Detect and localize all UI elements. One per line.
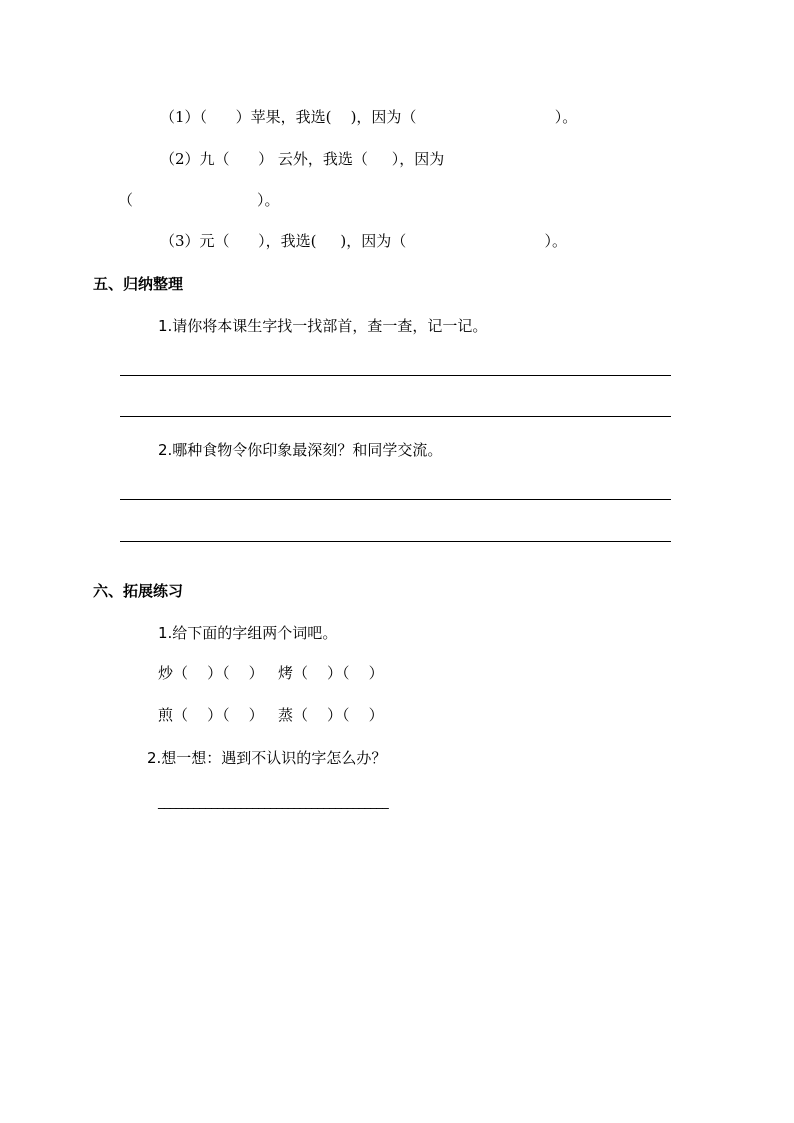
question-fill-jiu-reason: （ ）。 bbox=[118, 191, 280, 209]
section-heading-extension: 六、拓展练习 bbox=[93, 582, 184, 600]
question-unknown-chars: 2.想一想：遇到不认识的字怎么办？ bbox=[147, 749, 387, 767]
word-group-row: 炒（ ）（ ） 烤（ ）（ ） bbox=[158, 664, 384, 682]
question-word-groups: 1.给下面的字组两个词吧。 bbox=[158, 624, 338, 642]
question-fill-yuan: （3）元（ ），我选( )，因为（ ）。 bbox=[160, 232, 567, 250]
word-group-row: 煎（ ）（ ） 蒸（ ）（ ） bbox=[158, 706, 384, 724]
question-fill-jiu: （2）九（ ） 云外，我选（ ），因为 bbox=[160, 150, 445, 168]
question-fill-apple: （1）（ ）苹果，我选( )，因为（ ）。 bbox=[160, 108, 578, 126]
answer-line bbox=[120, 541, 671, 542]
question-food: 2.哪种食物令你印象最深刻？和同学交流。 bbox=[158, 441, 443, 459]
answer-line bbox=[120, 375, 671, 376]
section-heading-organize: 五、归纳整理 bbox=[93, 275, 184, 293]
answer-line bbox=[120, 499, 671, 500]
answer-line bbox=[120, 416, 671, 417]
question-radicals: 1.请你将本课生字找一找部首，查一查，记一记。 bbox=[158, 317, 488, 335]
answer-blank: _______________________________________ bbox=[158, 795, 389, 810]
